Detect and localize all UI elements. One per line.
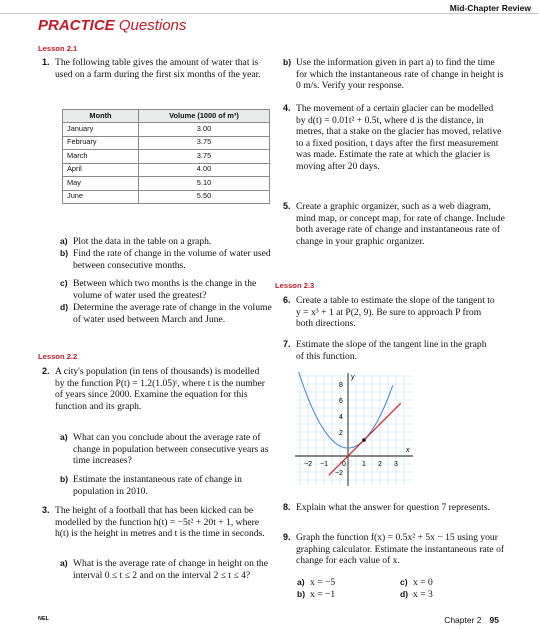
part-label: c) bbox=[400, 577, 408, 587]
month-cell: April bbox=[63, 163, 139, 177]
question-number: 3. bbox=[42, 505, 50, 515]
footer-page-info bbox=[444, 615, 499, 625]
x-tick-2: 2 bbox=[378, 461, 382, 468]
part-text: x = 0 bbox=[413, 577, 433, 588]
part-label: a) bbox=[60, 236, 68, 246]
x-axis-label: x bbox=[406, 447, 410, 454]
month-cell: June bbox=[63, 190, 139, 204]
question-text: Create a table to estimate the slope of the tangent to y = x³ + 1 at P(2, 9). Be sure to approach P from both directions. bbox=[296, 295, 495, 329]
grid bbox=[297, 375, 412, 485]
section-title bbox=[38, 17, 186, 35]
part-text: x = −5 bbox=[310, 577, 336, 588]
lesson-heading-2-3: Lesson 2.3 bbox=[275, 281, 315, 290]
month-cell: February bbox=[63, 136, 139, 150]
y-tick-6: 6 bbox=[339, 398, 343, 405]
lesson-heading-2-1: Lesson 2.1 bbox=[38, 44, 78, 53]
part-label: a) bbox=[60, 432, 68, 442]
question-text: Graph the function f(x) = 0.5x² + 5x − 15 using your graphing calculator. Estimate the instantaneous rate of change for each value of x. bbox=[296, 532, 505, 566]
month-cell: May bbox=[63, 177, 139, 191]
y-axis-label: y bbox=[351, 374, 355, 381]
part-label: d) bbox=[400, 589, 409, 599]
lesson-heading-2-2: Lesson 2.2 bbox=[38, 352, 78, 361]
volume-cell: 5.50 bbox=[139, 190, 270, 204]
part-label: a) bbox=[60, 558, 68, 568]
table-row bbox=[63, 123, 270, 137]
y-tick-8: 8 bbox=[339, 382, 343, 389]
question-text: Estimate the slope of the tangent line in the graph of this function. bbox=[296, 339, 487, 362]
y-tick-neg2: −2 bbox=[335, 470, 343, 477]
question-number: 5. bbox=[283, 201, 291, 211]
table-row bbox=[63, 150, 270, 164]
month-cell: January bbox=[63, 123, 139, 137]
question-text: The height of a football that has been kicked can be modelled by the function h(t) = −5t² + 20t + 1, where h(t) is the height in metres and t is the time in seconds. bbox=[55, 505, 265, 539]
question-text: The following table gives the amount of water that is used on a farm during the first six months of the year. bbox=[55, 57, 261, 80]
part-text: What is the average rate of change in height on the interval 0 ≤ t ≤ 2 and on the interval 2 ≤ t ≤ 4? bbox=[73, 558, 268, 581]
column-header-month: Month bbox=[63, 110, 139, 123]
part-text: Find the rate of change in the volume of water used between consecutive months. bbox=[73, 248, 271, 271]
volume-cell: 3.75 bbox=[139, 150, 270, 164]
y-tick-4: 4 bbox=[339, 414, 343, 421]
question-text: A city's population (in tens of thousands) is modelled by the function P(t) = 1.2(1.05)ᵗ, where t is the number of years since 2000. Examine the equation for this function and its graph. bbox=[55, 366, 266, 412]
table-row bbox=[63, 190, 270, 204]
part-text: Use the information given in part a) to find the time for which the instantaneous rate of change in height is 0 m/s. Verify your response. bbox=[296, 57, 504, 91]
question-number: 2. bbox=[42, 366, 50, 376]
page-number: 95 bbox=[489, 614, 499, 625]
question-text: The movement of a certain glacier can be modelled by d(t) = 0.01t² + 0.5t, where d is the distance, in metres, that a stake on the glacier has moved, relative to a fixed position, t days after the first measurement was made. Estimate the rate at which the glacier is moving after 20 days. bbox=[296, 103, 502, 172]
x-tick-1: 1 bbox=[362, 461, 366, 468]
column-header-volume: Volume (1000 of m³) bbox=[139, 110, 270, 123]
question-number: 9. bbox=[283, 532, 291, 542]
question-number: 7. bbox=[283, 339, 291, 349]
title-questions: Questions bbox=[118, 17, 187, 34]
question-text: Explain what the answer for question 7 represents. bbox=[296, 502, 490, 513]
table-header-row bbox=[63, 110, 270, 123]
title-practice: PRACTICE bbox=[38, 17, 115, 34]
table-row bbox=[63, 163, 270, 177]
tangent-point bbox=[362, 438, 366, 442]
function-curve bbox=[297, 370, 393, 448]
part-text: x = −1 bbox=[310, 589, 336, 600]
part-label: b) bbox=[297, 589, 306, 599]
volume-cell: 5.10 bbox=[139, 177, 270, 191]
volume-cell: 3.00 bbox=[139, 123, 270, 137]
part-label: b) bbox=[60, 248, 69, 258]
part-label: b) bbox=[283, 57, 292, 67]
volume-cell: 3.75 bbox=[139, 136, 270, 150]
part-text: Determine the average rate of change in the volume of water used between March and June. bbox=[73, 302, 272, 325]
header-rule bbox=[0, 13, 539, 14]
x-tick-neg1: −1 bbox=[320, 461, 328, 468]
part-text: Plot the data in the table on a graph. bbox=[73, 236, 212, 247]
y-tick-2: 2 bbox=[339, 430, 343, 437]
part-text: x = 3 bbox=[413, 589, 433, 600]
part-label: d) bbox=[60, 302, 69, 312]
tangent-graph bbox=[292, 370, 417, 488]
question-number: 6. bbox=[283, 295, 291, 305]
part-text: Estimate the instantaneous rate of change in population in 2010. bbox=[73, 474, 242, 497]
footer-publisher: NEL bbox=[38, 616, 49, 623]
month-cell: March bbox=[63, 150, 139, 164]
table-row bbox=[63, 136, 270, 150]
part-label: b) bbox=[60, 474, 69, 484]
x-tick-0: 0 bbox=[342, 461, 346, 468]
table-row bbox=[63, 177, 270, 191]
part-text: Between which two months is the change in the volume of water used the greatest? bbox=[73, 278, 257, 301]
running-header: Mid-Chapter Review bbox=[449, 3, 531, 13]
water-volume-table bbox=[62, 109, 270, 204]
question-number: 8. bbox=[283, 502, 291, 512]
part-text: What can you conclude about the average rate of change in population between consecutive years as time increases? bbox=[73, 432, 269, 466]
x-tick-neg2: −2 bbox=[304, 461, 312, 468]
question-text: Create a graphic organizer, such as a web diagram, mind map, or concept map, for rate of change. Include both average rate of change and instantaneous rate of change in your graphic organizer. bbox=[296, 201, 505, 247]
volume-cell: 4.00 bbox=[139, 163, 270, 177]
x-tick-3: 3 bbox=[394, 461, 398, 468]
part-label: c) bbox=[60, 278, 68, 288]
question-number: 1. bbox=[42, 57, 50, 67]
part-label: a) bbox=[297, 577, 305, 587]
footer-chapter: Chapter 2 bbox=[444, 614, 482, 625]
question-number: 4. bbox=[283, 103, 291, 113]
